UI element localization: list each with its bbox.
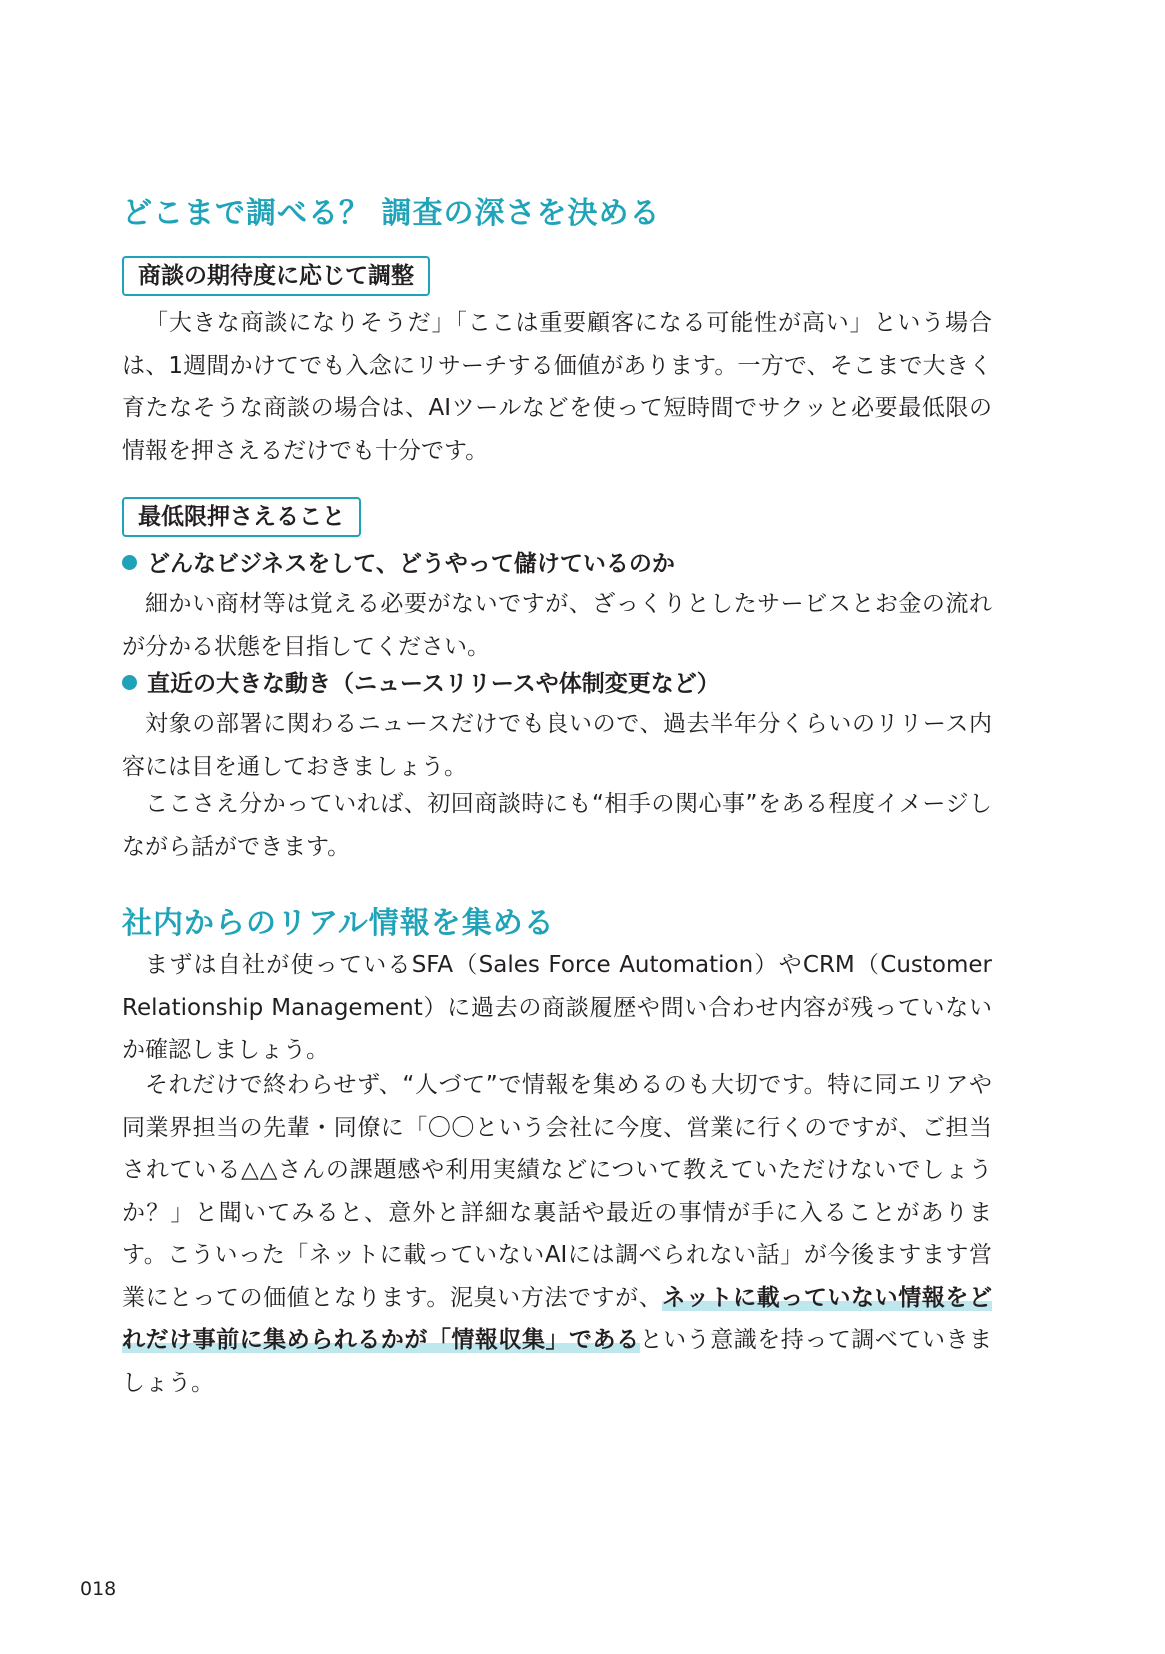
paragraph-sfa-crm: まずは自社が使っているSFA（Sales Force Automation）やCRM（Customer Relationship Management）に過去の商談履歴や問い合わせ内容が残っていないか確認しましょう。 xyxy=(122,952,992,1063)
paragraph-text-end: という意識を持って調べていきましょう。 xyxy=(122,1327,993,1396)
label-box-adjust-by-expectation: 商談の期待度に応じて調整 xyxy=(122,256,430,296)
bullet-heading-recent-moves xyxy=(122,663,992,706)
highlighted-key-sentence: ネットに載っていない情報をどれだけ事前に集められるかが「情報収集」である xyxy=(122,1284,993,1353)
paragraph-word-of-mouth xyxy=(122,1064,992,1404)
section-heading-research-depth: どこまで調べる？ 調査の深さを決める xyxy=(122,196,661,231)
label-box-minimum-essentials: 最低限押さえること xyxy=(122,497,361,537)
paragraph-text: それだけで終わらせず、“人づて”で情報を集めるのも大切です。特に同エリアや同業界担当の先輩・同僚に「〇〇という会社に今度、営業に行くのですが、ご担当されている△△さんの課題感や利用実績などについて教えていただけないでしょうか？」と聞いてみると、意外と詳細な裏話や最近の事情が手に入ることがあります。こういった「ネットに載っていないAIには調べられない話」が今後ますます営業にとっての価値となります。泥臭い方法ですが、 xyxy=(122,1072,992,1311)
page-number: 018 xyxy=(80,1578,117,1600)
bullet-body-recent-moves: 対象の部署に関わるニュースだけでも良いので、過去半年分くらいのリリース内容には目を通しておきましょう。 xyxy=(122,711,992,780)
bullet-dot-icon xyxy=(122,675,137,690)
paragraph-expectation: 「大きな商談になりそうだ」「ここは重要顧客になる可能性が高い」という場合は、1週間かけてでも入念にリサーチする価値があります。一方で、そこまで大きく育たなそうな商談の場合は、AIツールなどを使って短時間でサクッと必要最低限の情報を押さえるだけでも十分です。 xyxy=(122,310,992,464)
bullet-heading-text: どんなビジネスをして、どうやって儲けているのか xyxy=(147,551,675,577)
bullet-heading-text: 直近の大きな動き（ニュースリリースや体制変更など） xyxy=(147,671,720,697)
bullet-body-business-model: 細かい商材等は覚える必要がないですが、ざっくりとしたサービスとお金の流れが分かる状態を目指してください。 xyxy=(122,591,992,660)
section-heading-internal-info: 社内からのリアル情報を集める xyxy=(122,906,555,941)
bullet-heading-business-model xyxy=(122,543,992,586)
bullet-dot-icon xyxy=(122,555,137,570)
paragraph-summary: ここさえ分かっていれば、初回商談時にも“相手の関心事”をある程度イメージしながら話ができます。 xyxy=(122,791,992,860)
